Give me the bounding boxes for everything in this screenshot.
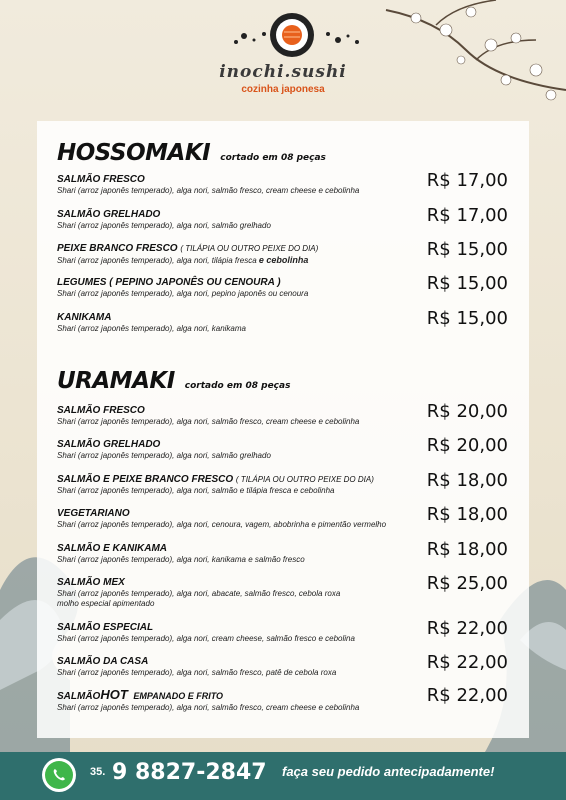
item-name-text: SALMÃO E PEIXE BRANCO FRESCO <box>57 474 234 485</box>
item-desc: Shari (arroz japonês temperado), alga nori, salmão grelhado <box>57 451 271 460</box>
item-desc: Shari (arroz japonês temperado), alga nori, salmão fresco, patê de cebola roxa <box>57 668 337 677</box>
item-desc: Shari (arroz japonês temperado), alga nori, salmão e tilápia fresca e cebolinha <box>57 486 335 495</box>
menu-item <box>57 652 527 678</box>
item-name: SALMÃO FRESCO <box>57 405 145 416</box>
item-desc: Shari (arroz japonês temperado), alga nori, salmão fresco, cream cheese e cebolinha <box>57 186 360 195</box>
item-desc: Shari (arroz japonês temperado), alga nori, cream cheese, salmão fresco e cebolina <box>57 634 355 643</box>
section-title: URAMAKI <box>57 368 175 394</box>
phone-prefix: 35. <box>90 766 106 778</box>
item-name: SALMÃO MEX <box>57 577 125 588</box>
item-price: R$ 18,00 <box>426 539 508 560</box>
phone-number[interactable]: 9 8827-2847 <box>112 760 267 785</box>
item-desc-text: Shari (arroz japonês temperado), alga nori, tilápia fresca <box>57 256 257 265</box>
item-name: KANIKAMA <box>57 312 112 323</box>
item-desc: Shari (arroz japonês temperado), alga nori, cenoura, vagem, abobrinha e pimentão vermelho <box>57 520 387 529</box>
menu-item <box>57 435 527 461</box>
item-name-text: PEIXE BRANCO FRESCO <box>57 243 178 254</box>
menu-item <box>57 504 527 530</box>
item-name-note: ( TILÁPIA OU OUTRO PEIXE DO DIA) <box>180 244 319 253</box>
item-desc: Shari (arroz japonês temperado), alga nori, salmão grelhado <box>57 221 271 230</box>
item-price: R$ 18,00 <box>426 470 508 491</box>
menu-item <box>57 685 527 713</box>
menu-item <box>57 539 527 565</box>
brand-subtitle: cozinha japonesa <box>241 84 325 95</box>
item-price: R$ 15,00 <box>426 239 508 260</box>
menu-item <box>57 239 527 266</box>
item-price: R$ 22,00 <box>426 685 508 706</box>
item-name: SALMÃO DA CASA <box>57 656 149 667</box>
item-desc: Shari (arroz japonês temperado), alga nori, salmão fresco, cream cheese e cebolinha <box>57 417 360 426</box>
section-title: HOSSOMAKI <box>57 140 211 166</box>
item-desc: Shari (arroz japonês temperado), alga nori, salmão fresco, cream cheese e cebolinha <box>57 703 360 712</box>
sushi-logo <box>269 12 315 58</box>
item-price: R$ 17,00 <box>426 170 508 191</box>
menu-item <box>57 273 527 299</box>
cherry-blossom-illustration <box>376 0 566 120</box>
item-name-text: SALMÃO <box>57 691 101 702</box>
item-name: SALMÃO E KANIKAMA <box>57 543 167 554</box>
item-name: LEGUMES ( PEPINO JAPONÊS OU CENOURA ) <box>57 277 281 288</box>
item-price: R$ 15,00 <box>426 308 508 329</box>
item-price: R$ 22,00 <box>426 618 508 639</box>
section-note: cortado em 08 peças <box>184 381 291 391</box>
menu-item <box>57 170 527 196</box>
item-price: R$ 25,00 <box>426 573 508 594</box>
section-title-hossomaki <box>57 140 326 166</box>
brand-name: inochi.sushi <box>219 62 347 82</box>
item-name: SALMÃO GRELHADO <box>57 439 161 450</box>
whatsapp-icon-inner <box>45 761 73 789</box>
item-price: R$ 15,00 <box>426 273 508 294</box>
item-name: SALMÃO ESPECIAL <box>57 622 154 633</box>
menu-item <box>57 205 527 231</box>
item-name-note: ( TILÁPIA OU OUTRO PEIXE DO DIA) <box>235 475 374 484</box>
item-price: R$ 18,00 <box>426 504 508 525</box>
item-price: R$ 22,00 <box>426 652 508 673</box>
item-desc: Shari (arroz japonês temperado), alga nori, pepino japonês ou cenoura <box>57 289 309 298</box>
item-desc: Shari (arroz japonês temperado), alga nori, kanikama <box>57 324 246 333</box>
item-price: R$ 20,00 <box>426 401 508 422</box>
menu-item <box>57 401 527 427</box>
section-note: cortado em 08 peças <box>220 153 326 163</box>
item-name: SALMÃO FRESCO <box>57 174 145 185</box>
ink-dots-right <box>322 28 362 48</box>
item-desc-line2: molho especial apimentado <box>57 599 155 608</box>
item-price: R$ 17,00 <box>426 205 508 226</box>
phone-handset-icon <box>45 761 73 789</box>
item-name: SALMÃO GRELHADO <box>57 209 161 220</box>
item-name: VEGETARIANO <box>57 508 130 519</box>
item-desc: Shari (arroz japonês temperado), alga nori, abacate, salmão fresco, cebola roxa <box>57 589 341 598</box>
item-name-hot: HOT <box>100 687 128 702</box>
item-name-note: EMPANADO E FRITO <box>133 691 224 701</box>
menu-item <box>57 470 527 496</box>
menu-item <box>57 308 527 334</box>
menu-item <box>57 573 527 609</box>
item-desc-bold: e cebolinha <box>258 255 309 265</box>
item-desc: Shari (arroz japonês temperado), alga nori, kanikama e salmão fresco <box>57 555 305 564</box>
section-title-uramaki <box>57 368 290 394</box>
order-cta: faça seu pedido antecipadamente! <box>282 764 495 779</box>
item-price: R$ 20,00 <box>426 435 508 456</box>
whatsapp-icon[interactable] <box>42 758 76 792</box>
menu-item <box>57 618 527 644</box>
ink-dots-left <box>232 28 272 48</box>
